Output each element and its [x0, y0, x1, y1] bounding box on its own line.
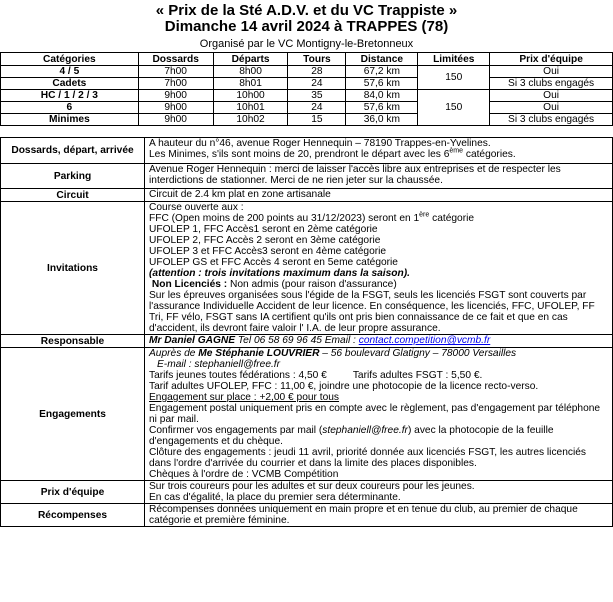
responsable-phone: Tel 06 58 69 96 45 Email :: [235, 335, 359, 346]
cell-prix: Oui: [490, 90, 613, 102]
invitations-ufolep3: UFOLEP 3 et FFC Accès3 seront en 4ème catégorie: [149, 246, 387, 257]
header-distance: Distance: [346, 53, 418, 66]
table-row: [1, 114, 613, 126]
responsable-email-link[interactable]: contact.competition@vcmb.fr: [358, 335, 491, 346]
engagements-postal: Engagement postal uniquement pris en compte avec le règlement, pas d'engagement par téléphone ni par mail.: [149, 403, 601, 425]
header-prix-equipe: Prix d'équipe: [490, 53, 613, 66]
cell-category: HC / 1 / 2 / 3: [1, 90, 139, 102]
row-parking: [1, 164, 613, 189]
cell-dossards: 9h00: [138, 90, 213, 102]
row-prix-equipe: [1, 481, 613, 504]
table-row: [1, 90, 613, 102]
cell-departs: 10h01: [213, 102, 288, 114]
cell-tours: 24: [288, 102, 346, 114]
table-row: [1, 102, 613, 114]
prix-equipe-line1: Sur trois coureurs pour les adultes et sur deux coureurs pour les jeunes.: [149, 481, 475, 492]
content-parking: Avenue Roger Hennequin : merci de laisser l'accès libre aux entreprises et de respecter les interdictions de stationner. Merci de ne rien jeter sur la chaussée.: [145, 164, 613, 189]
engagements-contact: [149, 348, 609, 359]
cell-prix: Si 3 clubs engagés: [490, 114, 613, 126]
label-responsable: Responsable: [1, 335, 145, 348]
invitations-ufolep2: UFOLEP 2, FFC Accès 2 seront en 3ème catégorie: [149, 235, 381, 246]
cell-departs: 8h00: [213, 66, 288, 78]
label-dossards: Dossards, départ, arrivée: [1, 138, 145, 164]
schedule-table: [0, 52, 613, 126]
cell-dossards: 7h00: [138, 78, 213, 90]
engagements-cheques: Chèques à l'ordre de : VCMB Compétition: [149, 469, 339, 480]
cell-prix: Oui: [490, 102, 613, 114]
row-responsable: [1, 335, 613, 348]
invitations-ufolep1: UFOLEP 1, FFC Accès1 seront en 2ème catégorie: [149, 224, 378, 235]
minimes-note-end: catégories.: [463, 149, 516, 160]
non-licencies-text: Non admis (pour raison d'assurance): [227, 279, 397, 290]
info-table: [0, 137, 613, 527]
cell-distance: 84,0 km: [346, 90, 418, 102]
ffc-text: FFC (Open moins de 200 points au 31/12/2023) seront en 1: [149, 213, 420, 224]
label-circuit: Circuit: [1, 189, 145, 202]
header-departs: Départs: [213, 53, 288, 66]
minimes-note-text: Les Minimes, s'ils sont moins de 20, prendront le départ avec les 6: [149, 149, 450, 160]
table-row: [1, 66, 613, 78]
invitations-non-licencies: [149, 279, 609, 290]
cell-limit-group-1: 150: [418, 66, 490, 90]
content-circuit: Circuit de 2.4 km plat en zone artisanale: [145, 189, 613, 202]
engagements-confirm: [149, 425, 609, 447]
label-recompenses: Récompenses: [1, 504, 145, 527]
header: [0, 0, 613, 51]
engagements-tarifs: [149, 370, 609, 381]
row-dossards: [1, 138, 613, 164]
cell-prix: Si 3 clubs engagés: [490, 78, 613, 90]
label-parking: Parking: [1, 164, 145, 189]
table-header-row: [1, 53, 613, 66]
cell-category: 6: [1, 102, 139, 114]
invitations-attention: (attention : trois invitations maximum dans la saison).: [149, 268, 410, 279]
table-row: [1, 78, 613, 90]
row-invitations: [1, 202, 613, 335]
ffc-sup: ère: [419, 211, 430, 219]
label-prix-equipe: Prix d'équipe: [1, 481, 145, 504]
cell-tours: 35: [288, 90, 346, 102]
content-responsable: [145, 335, 613, 348]
cell-distance: 36,0 km: [346, 114, 418, 126]
confirm-email: stephaniell@free.fr: [322, 425, 408, 436]
label-invitations: Invitations: [1, 202, 145, 335]
header-limitees: Limitées: [418, 53, 490, 66]
confirm-suffix: ) avec la photocopie de la feuille d'engagements et du chèque.: [149, 425, 554, 447]
minimes-note-sup: ème: [449, 147, 464, 155]
row-recompenses: [1, 504, 613, 527]
content-prix-equipe: [145, 481, 613, 504]
cell-distance: 67,2 km: [346, 66, 418, 78]
cell-tours: 24: [288, 78, 346, 90]
race-title: « Prix de la Sté A.D.V. et du VC Trappiste »: [155, 2, 458, 19]
dossards-address: A hauteur du n°46, avenue Roger Hennequin – 78190 Trappes-en-Yvelines.: [149, 138, 491, 149]
confirm-prefix: Confirmer vos engagements par mail (: [149, 425, 323, 436]
non-licencies-label: Non Licenciés :: [151, 279, 228, 290]
cell-category: Minimes: [1, 114, 139, 126]
contact-prefix: Auprès de: [149, 348, 199, 359]
header-categories: Catégories: [1, 53, 139, 66]
organizer-line: Organisé par le VC Montigny-le-Bretonneux: [199, 38, 414, 50]
header-dossards: Dossards: [138, 53, 213, 66]
race-date-place: Dimanche 14 avril 2024 à TRAPPES (78): [164, 18, 449, 35]
ffc-end: catégorie: [429, 213, 475, 224]
engagements-cloture: Clôture des engagements : jeudi 11 avril, priorité donnée aux licenciés FSGT, les autres licenciés dans l'ordre d'arrivée du courrier et dans la limite des places disponibles.: [149, 447, 586, 469]
content-dossards: [145, 138, 613, 164]
invitations-intro: Course ouverte aux :: [149, 202, 244, 213]
header-tours: Tours: [288, 53, 346, 66]
content-invitations: [145, 202, 613, 335]
responsable-name: Mr Daniel GAGNE: [149, 335, 236, 346]
cell-departs: 8h01: [213, 78, 288, 90]
row-engagements: [1, 348, 613, 481]
engagements-tarif-ufolep: Tarif adultes UFOLEP, FFC : 11,00 €, joindre une photocopie de la licence recto-verso.: [149, 381, 539, 392]
cell-prix: Oui: [490, 66, 613, 78]
dossards-minimes-note: [149, 149, 609, 160]
invitations-fsgt-note: Sur les épreuves organisées sous l'égide de la FSGT, seuls les licenciés FSGT sont couverts par l'assurance Individuelle Accident de leur licence. En conséquence, les licenciés, FFC, UFOLEP, FF Tri, FF vélo, FSGT sans IA certifient qu'ils ont pris bien connaissance de ce fait et que en cas d'accident, ils devront faire valoir l' I.A. de leur propre assurance.: [149, 290, 595, 334]
label-engagements: Engagements: [1, 348, 145, 481]
cell-dossards: 9h00: [138, 102, 213, 114]
cell-category: 4 / 5: [1, 66, 139, 78]
cell-dossards: 7h00: [138, 66, 213, 78]
cell-tours: 15: [288, 114, 346, 126]
cell-departs: 10h02: [213, 114, 288, 126]
cell-distance: 57,6 km: [346, 102, 418, 114]
row-circuit: [1, 189, 613, 202]
engagements-email: E-mail : stephaniell@free.fr: [157, 359, 281, 370]
cell-limit-group-2: 150: [418, 90, 490, 126]
cell-dossards: 9h00: [138, 114, 213, 126]
cell-category: Cadets: [1, 78, 139, 90]
contact-address: – 56 boulevard Glatigny – 78000 Versailles: [319, 348, 517, 359]
engagements-sur-place: Engagement sur place : +2,00 € pour tous: [149, 392, 340, 403]
cell-distance: 57,6 km: [346, 78, 418, 90]
tarif-adultes-fsgt: Tarifs adultes FSGT : 5,50 €.: [352, 370, 483, 381]
contact-name: Me Stéphanie LOUVRIER: [198, 348, 320, 359]
cell-tours: 28: [288, 66, 346, 78]
cell-departs: 10h00: [213, 90, 288, 102]
invitations-ffc: [149, 213, 609, 224]
content-recompenses: Récompenses données uniquement en main propre et en tenue du club, au premier de chaque catégorie et première féminine.: [145, 504, 613, 527]
invitations-ufolepgs: UFOLEP GS et FFC Accès 4 seront en 5eme catégorie: [149, 257, 398, 268]
content-engagements: [145, 348, 613, 481]
tarif-jeunes: Tarifs jeunes toutes fédérations : 4,50 €: [149, 370, 327, 381]
prix-equipe-line2: En cas d'égalité, la place du premier sera déterminante.: [149, 492, 401, 503]
